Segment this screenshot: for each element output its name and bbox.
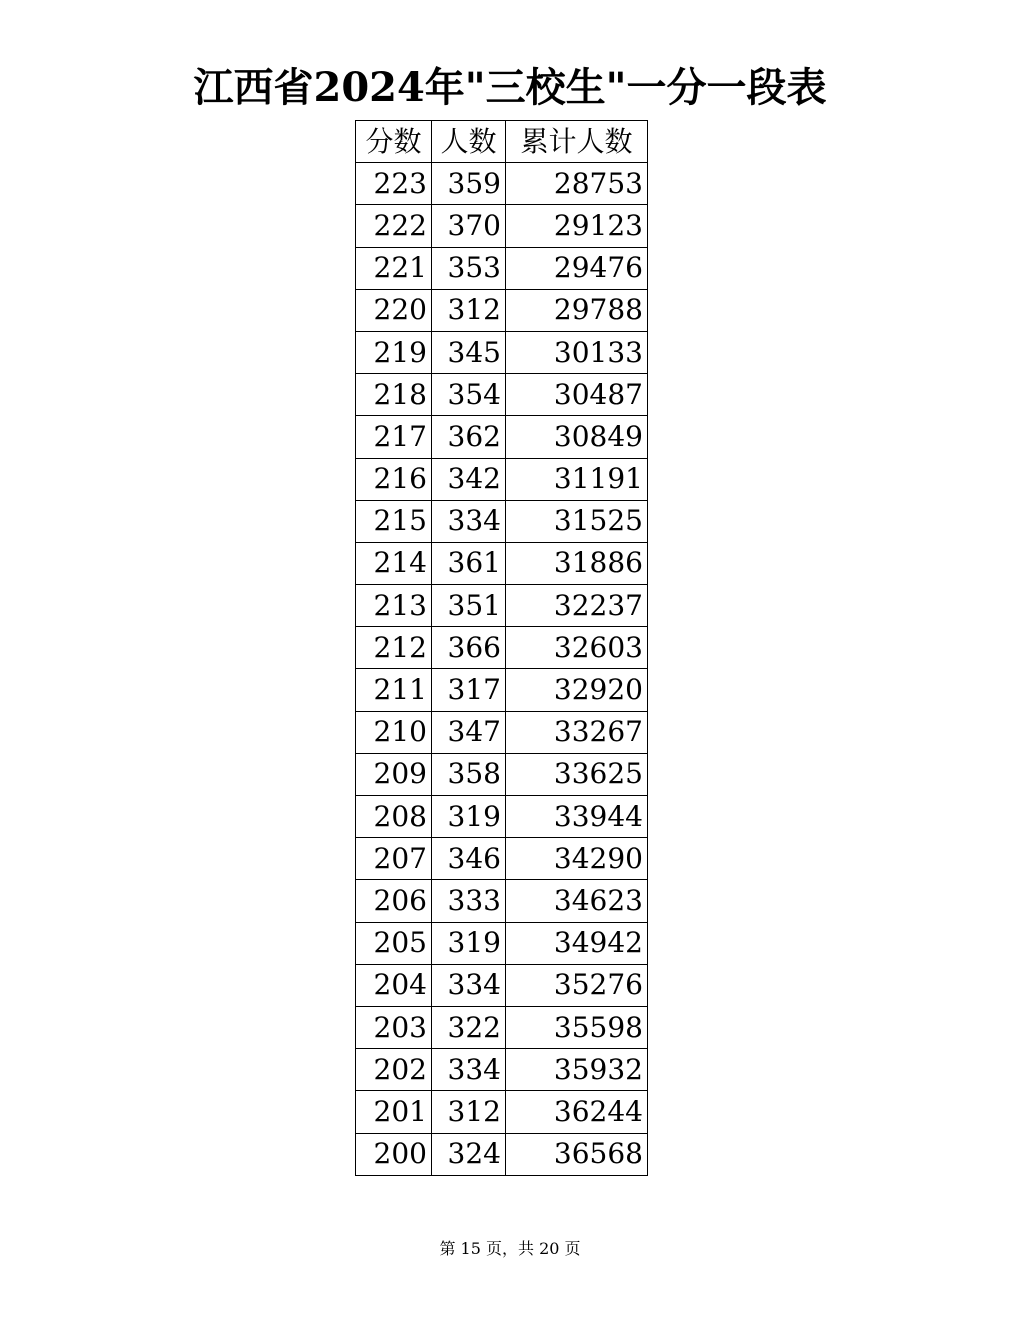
table-row xyxy=(356,500,648,542)
cell-count: 359 xyxy=(432,163,506,205)
cell-score: 204 xyxy=(356,964,432,1006)
table-row xyxy=(356,880,648,922)
table-row xyxy=(356,247,648,289)
cell-count: 317 xyxy=(432,669,506,711)
table-header-row xyxy=(356,121,648,163)
cell-score: 216 xyxy=(356,458,432,500)
table-row xyxy=(356,289,648,331)
cell-score: 223 xyxy=(356,163,432,205)
table-row xyxy=(356,416,648,458)
cell-cumulative: 32603 xyxy=(506,627,648,669)
table-row xyxy=(356,796,648,838)
table-row xyxy=(356,1133,648,1175)
cell-count: 346 xyxy=(432,838,506,880)
cell-count: 345 xyxy=(432,331,506,373)
cell-count: 333 xyxy=(432,880,506,922)
table-row xyxy=(356,205,648,247)
cell-cumulative: 31886 xyxy=(506,542,648,584)
cell-count: 334 xyxy=(432,964,506,1006)
cell-score: 220 xyxy=(356,289,432,331)
table-row xyxy=(356,1091,648,1133)
cell-count: 342 xyxy=(432,458,506,500)
table-row xyxy=(356,1049,648,1091)
cell-count: 353 xyxy=(432,247,506,289)
cell-cumulative: 36568 xyxy=(506,1133,648,1175)
cell-score: 208 xyxy=(356,796,432,838)
header-score: 分数 xyxy=(356,121,432,163)
cell-count: 347 xyxy=(432,711,506,753)
cell-score: 219 xyxy=(356,331,432,373)
cell-cumulative: 29788 xyxy=(506,289,648,331)
table-row xyxy=(356,163,648,205)
cell-score: 222 xyxy=(356,205,432,247)
cell-count: 319 xyxy=(432,922,506,964)
cell-cumulative: 34942 xyxy=(506,922,648,964)
cell-cumulative: 33625 xyxy=(506,753,648,795)
cell-score: 217 xyxy=(356,416,432,458)
cell-count: 322 xyxy=(432,1006,506,1048)
cell-cumulative: 31525 xyxy=(506,500,648,542)
table-row xyxy=(356,922,648,964)
table-row xyxy=(356,585,648,627)
table-row xyxy=(356,669,648,711)
header-count: 人数 xyxy=(432,121,506,163)
cell-score: 214 xyxy=(356,542,432,584)
cell-score: 205 xyxy=(356,922,432,964)
table-body xyxy=(356,163,648,1176)
cell-score: 203 xyxy=(356,1006,432,1048)
cell-count: 334 xyxy=(432,500,506,542)
page-number-footer: 第 15 页，共 20 页 xyxy=(439,1239,581,1258)
score-distribution-table xyxy=(355,120,648,1176)
cell-cumulative: 30487 xyxy=(506,374,648,416)
cell-count: 354 xyxy=(432,374,506,416)
cell-score: 218 xyxy=(356,374,432,416)
cell-score: 215 xyxy=(356,500,432,542)
table-row xyxy=(356,964,648,1006)
cell-score: 211 xyxy=(356,669,432,711)
table-row xyxy=(356,458,648,500)
cell-cumulative: 35598 xyxy=(506,1006,648,1048)
cell-score: 206 xyxy=(356,880,432,922)
cell-count: 361 xyxy=(432,542,506,584)
table-row xyxy=(356,838,648,880)
cell-count: 319 xyxy=(432,796,506,838)
cell-score: 210 xyxy=(356,711,432,753)
cell-cumulative: 30849 xyxy=(506,416,648,458)
cell-cumulative: 31191 xyxy=(506,458,648,500)
cell-count: 366 xyxy=(432,627,506,669)
cell-score: 209 xyxy=(356,753,432,795)
table-row xyxy=(356,331,648,373)
cell-cumulative: 30133 xyxy=(506,331,648,373)
table-row xyxy=(356,1006,648,1048)
cell-cumulative: 35932 xyxy=(506,1049,648,1091)
cell-cumulative: 29476 xyxy=(506,247,648,289)
cell-cumulative: 35276 xyxy=(506,964,648,1006)
table-row xyxy=(356,542,648,584)
cell-cumulative: 33267 xyxy=(506,711,648,753)
cell-cumulative: 29123 xyxy=(506,205,648,247)
cell-count: 358 xyxy=(432,753,506,795)
cell-cumulative: 36244 xyxy=(506,1091,648,1133)
table-row xyxy=(356,711,648,753)
cell-score: 207 xyxy=(356,838,432,880)
table-row xyxy=(356,374,648,416)
cell-score: 200 xyxy=(356,1133,432,1175)
cell-count: 351 xyxy=(432,585,506,627)
cell-count: 370 xyxy=(432,205,506,247)
cell-score: 202 xyxy=(356,1049,432,1091)
cell-count: 324 xyxy=(432,1133,506,1175)
cell-count: 312 xyxy=(432,289,506,331)
header-cumulative: 累计人数 xyxy=(506,121,648,163)
cell-cumulative: 34623 xyxy=(506,880,648,922)
cell-score: 212 xyxy=(356,627,432,669)
cell-cumulative: 34290 xyxy=(506,838,648,880)
page-title: 江西省2024年"三校生"一分一段表 xyxy=(193,64,827,111)
table-row xyxy=(356,627,648,669)
cell-count: 362 xyxy=(432,416,506,458)
cell-score: 221 xyxy=(356,247,432,289)
cell-cumulative: 32920 xyxy=(506,669,648,711)
cell-count: 312 xyxy=(432,1091,506,1133)
cell-cumulative: 28753 xyxy=(506,163,648,205)
cell-score: 201 xyxy=(356,1091,432,1133)
cell-cumulative: 32237 xyxy=(506,585,648,627)
cell-score: 213 xyxy=(356,585,432,627)
table-row xyxy=(356,753,648,795)
cell-count: 334 xyxy=(432,1049,506,1091)
cell-cumulative: 33944 xyxy=(506,796,648,838)
